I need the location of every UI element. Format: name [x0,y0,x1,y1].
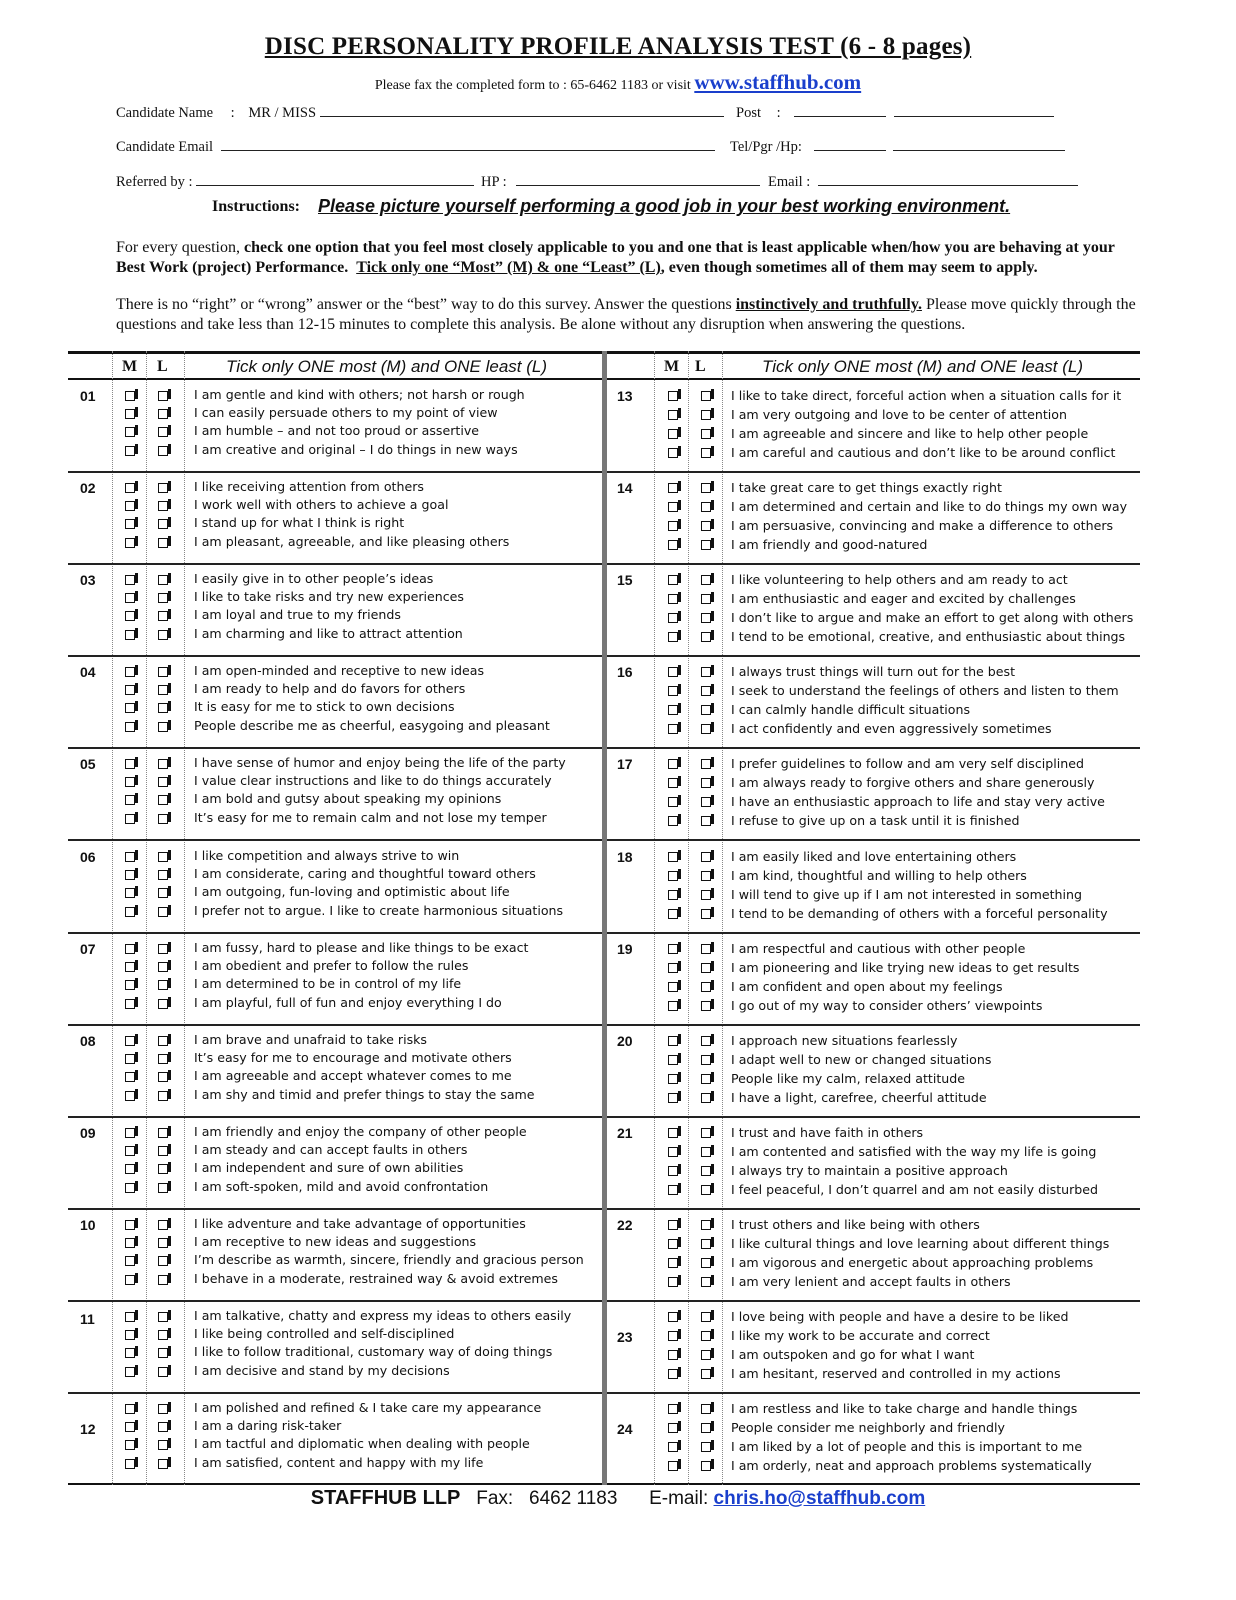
most-checkbox[interactable] [668,759,678,769]
least-checkbox[interactable] [701,594,711,604]
question-number: 21 [617,1124,633,1141]
right-header-l: L [695,358,706,375]
statement-text: I am pioneering and like trying new ideas to get results [731,959,1080,975]
statement-text: It is easy for me to stick to own decisions [194,699,455,715]
left-header-title: Tick only ONE most (M) and ONE least (L) [226,357,548,376]
statement-text: I am kind, thoughtful and willing to help others [731,867,1027,883]
statement-text: People describe me as cheerful, easygoing and pleasant [194,718,550,734]
statement-text: I am soft-spoken, mild and avoid confrontation [194,1178,489,1194]
question-23 [68,1301,1140,1393]
statement-text: I trust others and like being with others [731,1216,980,1232]
staffhub-website-link[interactable]: www.staffhub.com [694,70,862,94]
statement-text: I am receptive to new ideas and suggestions [194,1233,477,1249]
question-16 [68,656,1140,748]
most-checkbox[interactable] [668,429,678,439]
referred-field[interactable] [196,173,474,186]
most-checkbox[interactable] [668,982,678,992]
instruction-paragraph-1 [116,238,1146,278]
statement-text: I am humble – and not too proud or assertive [194,423,480,438]
referred-row [116,173,474,191]
question-number: 24 [617,1421,633,1438]
right-header-m: M [664,358,680,375]
least-checkbox[interactable] [701,1036,711,1046]
most-checkbox[interactable] [668,778,678,788]
most-checkbox[interactable] [668,1350,678,1360]
statement-text: I am ready to help and do favors for others [194,681,466,697]
footer-fax-number: 6462 1183 [529,1488,618,1509]
least-checkbox[interactable] [701,1074,711,1084]
statement-text: I seek to understand the feelings of others and listen to them [731,683,1119,699]
statement-text: I am very lenient and accept faults in others [731,1273,1011,1289]
most-checkbox[interactable] [668,594,678,604]
email-field[interactable] [818,173,1078,186]
most-checkbox[interactable] [668,963,678,973]
statement-text: I like cultural things and love learning about different things [731,1235,1110,1251]
statement-text: I love being with people and have a desire to be liked [731,1309,1069,1324]
most-checkbox[interactable] [668,1461,678,1471]
candidate-name-label: Candidate Name [116,105,214,121]
least-checkbox[interactable] [701,890,711,900]
statement-text: I am outspoken and go for what I want [731,1347,975,1362]
statement-text: I am outgoing, fun-loving and optimistic about life [194,883,510,899]
candidate-title-options: MR / MISS [248,105,317,121]
most-checkbox[interactable] [668,483,678,493]
statement-text: I am fussy, hard to please and like things to be exact [194,939,529,955]
statement-text: I am pleasant, agreeable, and like pleasing others [194,534,510,550]
question-number: 13 [617,388,633,404]
least-checkbox[interactable] [701,686,711,696]
least-checkbox[interactable] [701,483,711,493]
most-checkbox[interactable] [668,1093,678,1103]
least-checkbox[interactable] [701,778,711,788]
statement-text: I am brave and unafraid to take risks [194,1031,427,1047]
least-checkbox[interactable] [701,1350,711,1360]
tel-field-a[interactable] [814,138,886,151]
least-checkbox[interactable] [701,1093,711,1103]
statement-text: I like receiving attention from others [194,479,424,495]
statement-text: I always trust things will turn out for the best [731,664,1016,680]
question-number: 02 [80,480,96,497]
candidate-name-colon: : [230,105,235,121]
most-checkbox[interactable] [668,852,678,862]
least-checkbox[interactable] [701,575,711,585]
question-number: 10 [80,1216,96,1233]
most-checkbox[interactable] [668,540,678,550]
question-number: 07 [80,940,96,957]
statement-text: I am confident and open about my feelings [731,978,1003,994]
footer-fax-label: Fax: [476,1488,514,1509]
tel-field-b[interactable] [893,138,1065,151]
question-number: 17 [617,756,633,773]
least-checkbox[interactable] [701,1128,711,1138]
footer-email-link[interactable]: chris.ho@staffhub.com [713,1488,926,1509]
question-number: 12 [80,1421,96,1438]
question-13 [68,380,1140,472]
most-checkbox[interactable] [668,502,678,512]
statement-text: I feel peaceful, I don’t quarrel and am not easily disturbed [731,1181,1099,1197]
question-number: 03 [80,572,96,589]
fax-instruction-line [0,70,1236,95]
least-checkbox[interactable] [701,1423,711,1433]
statement-text: I stand up for what I think is right [194,515,405,531]
left-header-m: M [122,358,138,375]
most-checkbox[interactable] [668,944,678,954]
statement-text: I trust and have faith in others [731,1124,924,1140]
statement-text: I will tend to give up if I am not interested in something [731,886,1082,902]
least-checkbox[interactable] [701,724,711,734]
statement-text: I have sense of humor and enjoy being the life of the party [194,755,566,771]
most-checkbox[interactable] [668,410,678,420]
statement-text: It’s easy for me to encourage and motivate others [194,1049,512,1065]
statement-text: I am gentle and kind with others; not harsh or rough [194,387,525,402]
statement-text: I refuse to give up on a task until it is finished [731,813,1020,829]
question-number: 18 [617,848,633,865]
least-checkbox[interactable] [701,909,711,919]
least-checkbox[interactable] [701,632,711,642]
question-number: 11 [80,1311,95,1327]
statement-text: I am always ready to forgive others and share generously [731,775,1095,791]
statement-text: I’m describe as warmth, sincere, friendly and gracious person [194,1251,584,1267]
most-checkbox[interactable] [668,391,678,401]
footer [0,1487,1236,1510]
statement-text: I like to take direct, forceful action when a situation calls for it [731,388,1122,403]
hp-label: HP : [481,174,507,190]
statement-text: I like to follow traditional, customary way of doing things [194,1344,553,1359]
most-checkbox[interactable] [668,521,678,531]
statement-text: I am agreeable and accept whatever comes to me [194,1067,512,1083]
question-number: 14 [617,480,633,497]
question-17 [68,748,1140,840]
question-21 [68,1117,1140,1209]
most-checkbox[interactable] [668,1258,678,1268]
least-checkbox[interactable] [701,1312,711,1322]
para1-text-c: Tick only one “Most” (M) & one “Least” (L) [356,259,661,276]
para1-text-a: For every question, [116,239,244,256]
most-checkbox[interactable] [668,1423,678,1433]
most-checkbox[interactable] [668,1036,678,1046]
least-checkbox[interactable] [701,1442,711,1452]
statement-text: I behave in a moderate, restrained way & avoid extremes [194,1270,558,1286]
most-checkbox[interactable] [668,575,678,585]
most-checkbox[interactable] [668,1277,678,1287]
candidate-name-field[interactable] [320,104,724,117]
least-checkbox[interactable] [701,391,711,401]
tel-label: Tel/Pgr /Hp: [730,139,802,155]
most-checkbox[interactable] [668,1185,678,1195]
most-checkbox[interactable] [668,871,678,881]
question-15 [68,564,1140,656]
statement-text: I am very outgoing and love to be center of attention [731,407,1067,422]
email-label: Email : [768,174,811,190]
questionnaire-table [68,351,1140,1485]
least-checkbox[interactable] [701,1258,711,1268]
least-checkbox[interactable] [701,759,711,769]
email-row [768,173,1078,191]
statement-text: I am agreeable and sincere and like to help other people [731,426,1089,441]
least-checkbox[interactable] [701,1055,711,1065]
statement-text: I am polished and refined & I take care my appearance [194,1400,542,1416]
least-checkbox[interactable] [701,540,711,550]
statement-text: I am vigorous and energetic about approaching problems [731,1254,1094,1270]
statement-text: I always try to maintain a positive approach [731,1162,1008,1178]
most-checkbox[interactable] [668,632,678,642]
most-checkbox[interactable] [668,1239,678,1249]
question-number: 08 [80,1032,96,1049]
statement-text: I don’t like to argue and make an effort to get along with others [731,610,1134,626]
question-number: 16 [617,664,633,681]
least-checkbox[interactable] [701,797,711,807]
tel-row [730,138,1065,156]
most-checkbox[interactable] [668,1166,678,1176]
statement-text: I am determined and certain and like to do things my own way [731,499,1128,515]
least-checkbox[interactable] [701,1461,711,1471]
statement-text: I am easily liked and love entertaining others [731,848,1017,864]
least-checkbox[interactable] [701,1185,711,1195]
most-checkbox[interactable] [668,1369,678,1379]
question-number: 09 [80,1124,96,1141]
statement-text: I am talkative, chatty and express my ideas to others easily [194,1308,572,1323]
least-checkbox[interactable] [701,502,711,512]
statement-text: I like adventure and take advantage of opportunities [194,1215,526,1231]
statement-text: I adapt well to new or changed situations [731,1051,992,1067]
post-row [736,104,1054,122]
statement-text: I have a light, carefree, cheerful attitude [731,1089,987,1105]
least-checkbox[interactable] [701,613,711,623]
least-checkbox[interactable] [701,429,711,439]
question-number: 06 [80,848,96,865]
question-number: 23 [617,1329,633,1345]
most-checkbox[interactable] [668,613,678,623]
question-number: 22 [617,1216,633,1233]
most-checkbox[interactable] [668,1442,678,1452]
most-checkbox[interactable] [668,1331,678,1341]
question-24 [68,1393,1140,1485]
statement-text: I am shy and timid and prefer things to stay the same [194,1086,535,1102]
candidate-email-label: Candidate Email [116,139,214,155]
post-label: Post [736,105,761,121]
statement-text: I am decisive and stand by my decisions [194,1363,450,1378]
statement-text: I prefer guidelines to follow and am very self disciplined [731,756,1084,772]
fax-instruction-text: Please fax the completed form to : 65-6462 1183 or visit [374,78,695,93]
statement-text: I am charming and like to attract attention [194,626,463,642]
most-checkbox[interactable] [668,1128,678,1138]
least-checkbox[interactable] [701,521,711,531]
instructions-label: Instructions: [212,198,301,215]
para2-text-a: There is no “right” or “wrong” answer or the “best” way to do this survey. Answer the questions [116,296,736,313]
statement-text: I like my work to be accurate and correct [731,1328,990,1343]
statement-text: I am bold and gutsy about speaking my opinions [194,791,502,807]
most-checkbox[interactable] [668,705,678,715]
most-checkbox[interactable] [668,448,678,458]
statement-text: I am careful and cautious and don’t like to be around conflict [731,445,1116,460]
statement-text: I am independent and sure of own abilities [194,1159,464,1175]
statement-text: I easily give in to other people’s ideas [194,571,434,587]
statement-text: I am satisfied, content and happy with my life [194,1455,484,1471]
statement-text: I am liked by a lot of people and this is important to me [731,1439,1083,1455]
least-checkbox[interactable] [701,982,711,992]
most-checkbox[interactable] [668,667,678,677]
statement-text: I am enthusiastic and eager and excited by challenges [731,591,1076,607]
para1-text-d: , even though sometimes all of them may seem to apply. [660,259,1038,276]
least-checkbox[interactable] [701,705,711,715]
statement-text: I am obedient and prefer to follow the rules [194,957,469,973]
most-checkbox[interactable] [668,1220,678,1230]
statement-text: I approach new situations fearlessly [731,1032,958,1048]
para2-text-c: Please move quickly through the questions and take less than 12-15 minutes to complete this analysis. Be alone without any disruption when answering the questions. [116,296,1136,333]
statement-text: I am determined to be in control of my life [194,975,462,991]
question-number: 01 [80,388,96,404]
least-checkbox[interactable] [701,1277,711,1287]
least-checkbox[interactable] [701,1220,711,1230]
question-22 [68,1209,1140,1301]
document-title: DISC PERSONALITY PROFILE ANALYSIS TEST (6 - 8 pages) [264,33,972,60]
statement-text: I tend to be demanding of others with a forceful personality [731,905,1108,921]
most-checkbox[interactable] [668,1001,678,1011]
statement-text: I like volunteering to help others and am ready to act [731,572,1068,588]
hp-row [481,173,760,191]
right-header-title: Tick only ONE most (M) and ONE least (L) [762,357,1084,376]
statement-text: I take great care to get things exactly right [731,480,1002,496]
most-checkbox[interactable] [668,1404,678,1414]
question-14 [68,472,1140,564]
statement-text: People consider me neighborly and friendly [731,1420,1005,1436]
most-checkbox[interactable] [668,1074,678,1084]
instructions-text: Please picture yourself performing a good job in your best working environment. [318,196,1011,216]
statement-text: I am steady and can accept faults in others [194,1141,468,1157]
statement-text: People like my calm, relaxed attitude [731,1070,966,1086]
statement-text: I like competition and always strive to win [194,847,460,863]
para1-text-b: check one option that you feel most closely applicable to you and one that is least applicable when/how you are behaving at your Best Work (project) Performance. [116,239,1115,276]
instruction-paragraph-2 [116,295,1146,335]
left-header-l: L [157,358,168,375]
least-checkbox[interactable] [701,1369,711,1379]
least-checkbox[interactable] [701,1147,711,1157]
statement-text: I have an enthusiastic approach to life and stay very active [731,794,1105,810]
referred-label: Referred by : [116,174,193,190]
statement-text: I am playful, full of fun and enjoy everything I do [194,994,502,1010]
footer-email-label: E-mail: [649,1488,709,1509]
least-checkbox[interactable] [701,1404,711,1414]
question-18 [68,841,1140,933]
most-checkbox[interactable] [668,1055,678,1065]
most-checkbox[interactable] [668,1312,678,1322]
most-checkbox[interactable] [668,686,678,696]
most-checkbox[interactable] [668,816,678,826]
least-checkbox[interactable] [701,852,711,862]
statement-text: I am considerate, caring and thoughtful toward others [194,865,536,881]
para2-text-b: instinctively and truthfully. [735,296,922,313]
statement-text: I am open-minded and receptive to new ideas [194,663,485,679]
statement-text: I am respectful and cautious with other people [731,940,1026,956]
statement-text: I am tactful and diplomatic when dealing with people [194,1436,530,1452]
question-number: 19 [617,940,633,957]
question-number: 05 [80,756,96,773]
question-20 [68,1025,1140,1117]
statement-text: I can calmly handle difficult situations [731,702,971,718]
statement-text: I tend to be emotional, creative, and enthusiastic about things [731,629,1126,645]
footer-company: STAFFHUB LLP [310,1487,461,1509]
least-checkbox[interactable] [701,871,711,881]
least-checkbox[interactable] [701,816,711,826]
statement-text: It’s easy for me to remain calm and not lose my temper [194,810,547,826]
statement-text: I prefer not to argue. I like to create harmonious situations [194,902,564,918]
statement-text: I am persuasive, convincing and make a difference to others [731,518,1114,534]
least-checkbox[interactable] [701,1239,711,1249]
statement-text: I go out of my way to consider others’ viewpoints [731,997,1043,1013]
most-checkbox[interactable] [668,724,678,734]
candidate-email-field[interactable] [221,138,715,151]
hp-field[interactable] [516,173,760,186]
statement-text: I am a daring risk-taker [194,1418,342,1434]
statement-text: I am friendly and enjoy the company of other people [194,1123,527,1139]
least-checkbox[interactable] [701,963,711,973]
most-checkbox[interactable] [668,1147,678,1157]
post-field-b[interactable] [894,104,1054,117]
least-checkbox[interactable] [701,1001,711,1011]
candidate-name-row [116,104,724,122]
statement-text: I like to take risks and try new experiences [194,589,464,605]
statement-text: I like being controlled and self-disciplined [194,1326,455,1341]
least-checkbox[interactable] [701,448,711,458]
least-checkbox[interactable] [701,1166,711,1176]
statement-text: I value clear instructions and like to do things accurately [194,773,552,789]
question-number: 04 [80,664,96,681]
statement-text: I can easily persuade others to my point of view [194,405,498,420]
most-checkbox[interactable] [668,797,678,807]
question-number: 15 [617,572,633,589]
statement-text: I am restless and like to take charge and handle things [731,1401,1078,1417]
most-checkbox[interactable] [668,890,678,900]
most-checkbox[interactable] [668,909,678,919]
statement-text: I act confidently and even aggressively sometimes [731,721,1052,737]
post-field-a[interactable] [794,104,886,117]
least-checkbox[interactable] [701,944,711,954]
statement-text: I am orderly, neat and approach problems systematically [731,1458,1092,1474]
least-checkbox[interactable] [701,1331,711,1341]
statement-text: I am hesitant, reserved and controlled in my actions [731,1366,1061,1381]
question-19 [68,933,1140,1025]
post-colon: : [776,105,781,121]
statement-text: I work well with others to achieve a goal [194,497,449,513]
least-checkbox[interactable] [701,667,711,677]
question-number: 20 [617,1032,633,1049]
candidate-email-row [116,138,715,156]
statement-text: I am creative and original – I do things in new ways [194,442,518,457]
statement-text: I am contented and satisfied with the way my life is going [731,1143,1097,1159]
statement-text: I am friendly and good-natured [731,537,928,553]
least-checkbox[interactable] [701,410,711,420]
statement-text: I am loyal and true to my friends [194,607,401,623]
